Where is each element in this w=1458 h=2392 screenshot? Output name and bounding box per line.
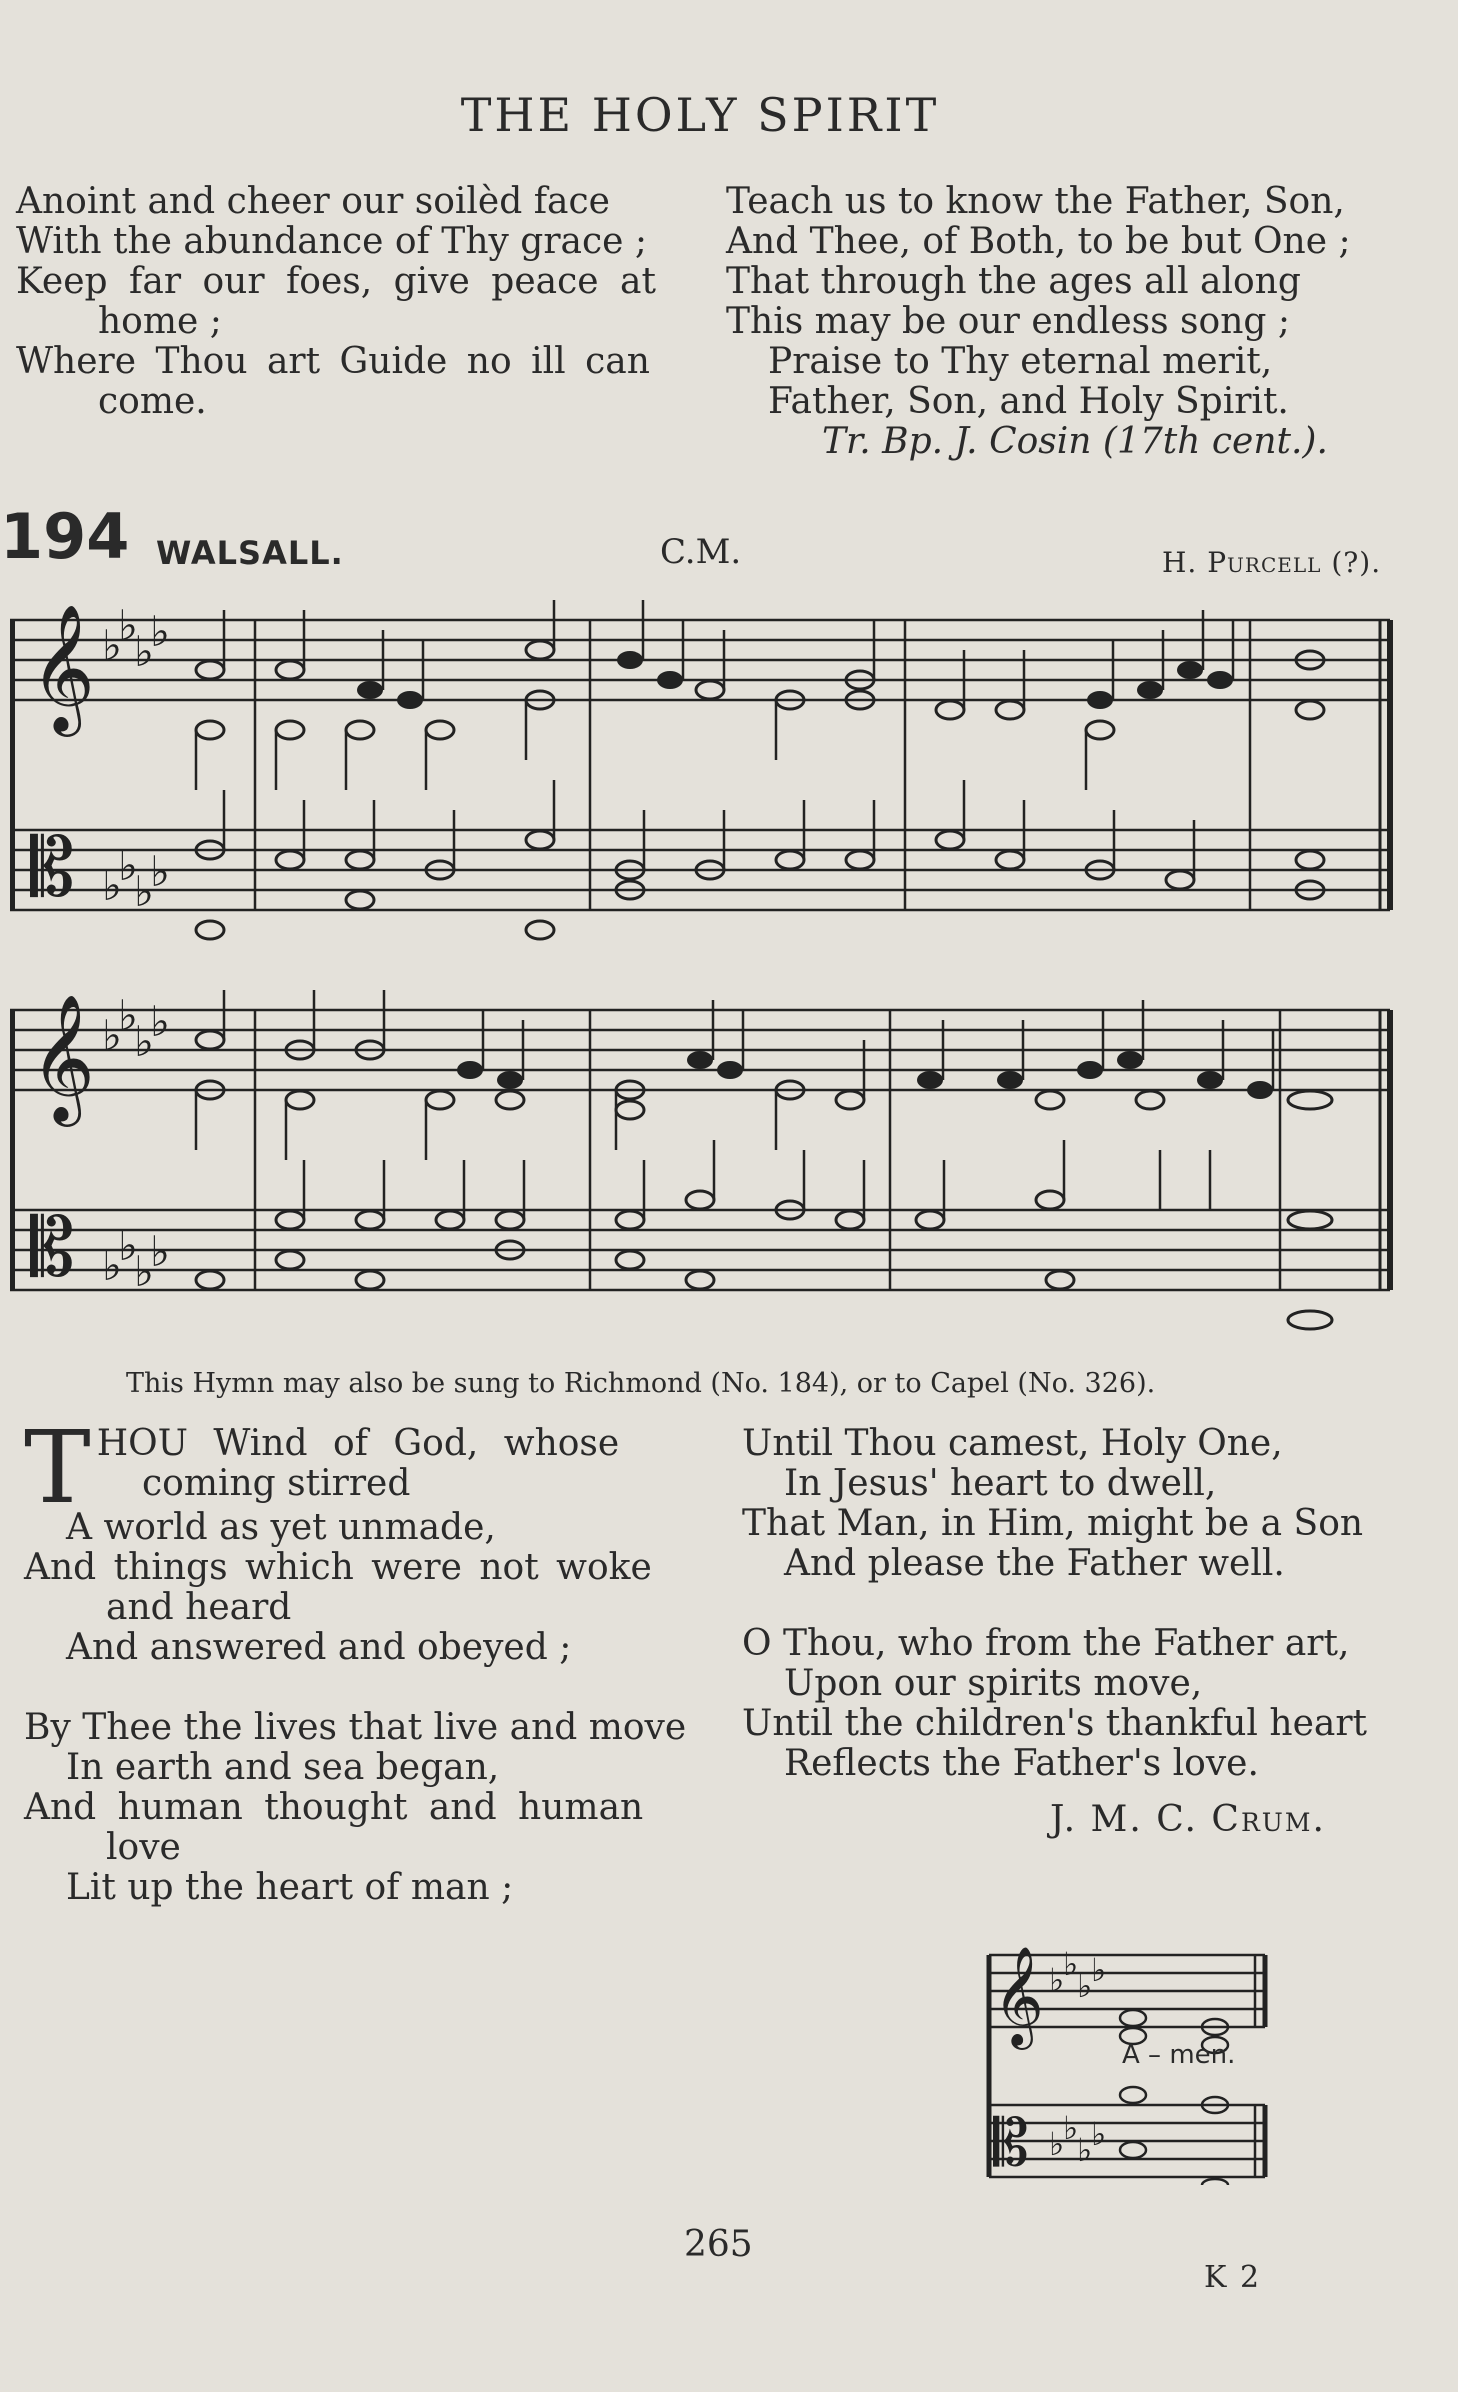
svg-text:♭: ♭ (150, 847, 170, 896)
verse-line: HOU Wind of God, whose (96, 1423, 620, 1464)
verse-line: That through the ages all along (726, 261, 1301, 302)
svg-text:♭: ♭ (134, 627, 154, 676)
verse-line: Reflects the Father's love. (784, 1743, 1259, 1784)
verse-line: Where Thou art Guide no ill can (16, 341, 650, 382)
svg-text:♭: ♭ (1049, 2125, 1065, 2163)
svg-text:♭: ♭ (118, 841, 138, 890)
svg-text:♭: ♭ (134, 1017, 154, 1066)
verse-line: And Thee, of Both, to be but One ; (726, 221, 1351, 262)
prev-hymn-attribution: Tr. Bp. J. Cosin (17th cent.). (822, 421, 1328, 462)
svg-text:♭: ♭ (102, 1241, 122, 1290)
music-system-2 (10, 990, 1410, 1350)
signature-mark: K 2 (1204, 2260, 1262, 2295)
verse-line: home ; (98, 301, 222, 342)
svg-text:♭: ♭ (1091, 2115, 1107, 2153)
svg-text:♭: ♭ (134, 867, 154, 916)
hymn-left-column (24, 1409, 687, 1908)
verse-line: love (106, 1827, 181, 1868)
svg-text:♭: ♭ (1063, 2109, 1079, 2147)
svg-text:♭: ♭ (102, 1011, 122, 1060)
svg-text:♭: ♭ (102, 861, 122, 910)
svg-text:♭: ♭ (1049, 1961, 1065, 1999)
verse-line: Praise to Thy eternal merit, (768, 341, 1273, 382)
verse-line: In earth and sea began, (66, 1747, 500, 1788)
svg-text:♭: ♭ (102, 621, 122, 670)
prev-hymn-left-column (16, 182, 656, 422)
hymn-author: J. M. C. Crum. (1050, 1799, 1326, 1840)
verse-line: This may be our endless song ; (726, 301, 1291, 342)
verse-line: In Jesus' heart to dwell, (784, 1463, 1217, 1504)
svg-text:♭: ♭ (150, 1227, 170, 1276)
verse-line: By Thee the lives that live and move (24, 1707, 687, 1748)
verse-line: coming stirred (142, 1463, 411, 1504)
music-system-1 (10, 600, 1410, 980)
hymn-right-column (742, 1424, 1367, 1784)
drop-cap: T (24, 1409, 91, 1526)
svg-text:♭: ♭ (1077, 1967, 1093, 2005)
svg-text:♭: ♭ (1077, 2131, 1093, 2169)
tune-name: WALSALL. (156, 534, 344, 572)
verse-line: And answered and obeyed ; (66, 1627, 572, 1668)
verse-line: Until the children's thankful heart (742, 1703, 1368, 1744)
verse-line: Anoint and cheer our soilèd face (16, 181, 610, 222)
svg-text:♭: ♭ (1091, 1951, 1107, 1989)
verse-line: With the abundance of Thy grace ; (16, 221, 648, 262)
verse-line: And human thought and human (24, 1787, 644, 1828)
svg-text:𝄞: 𝄞 (30, 993, 96, 1121)
stanza-gap (24, 1668, 684, 1708)
verse-line: O Thou, who from the Father art, (742, 1623, 1350, 1664)
verse-line: Teach us to know the Father, Son, (726, 181, 1345, 222)
verse-line: And things which were not woke (24, 1547, 652, 1588)
verse-line: and heard (106, 1587, 292, 1628)
svg-text:𝄡: 𝄡 (30, 1201, 75, 1294)
stanza-gap (742, 1584, 1367, 1624)
hymn-number: 194 (0, 500, 130, 573)
composer: H. Purcell (?). (1162, 546, 1382, 579)
meter: C.M. (660, 532, 742, 572)
svg-text:♭: ♭ (134, 1247, 154, 1296)
svg-text:♭: ♭ (1063, 1945, 1079, 1983)
verse-line: Lit up the heart of man ; (66, 1867, 514, 1908)
verse-line: Keep far our foes, give peace at (16, 261, 656, 302)
alternate-tunes-note: This Hymn may also be sung to Richmond (No. 184), or to Capel (No. 326). (126, 1368, 1156, 1399)
prev-hymn-right-column (726, 182, 1351, 422)
svg-text:♭: ♭ (118, 601, 138, 650)
svg-text:♭: ♭ (150, 997, 170, 1046)
page-number: 265 (684, 2224, 753, 2265)
svg-text:♭: ♭ (118, 991, 138, 1040)
verse-line: Father, Son, and Holy Spirit. (768, 381, 1289, 422)
svg-text:𝄞: 𝄞 (30, 603, 96, 731)
verse-line: A world as yet unmade, (66, 1507, 496, 1548)
svg-text:𝄡: 𝄡 (30, 821, 75, 914)
verse-line: And please the Father well. (784, 1543, 1285, 1584)
verse-line: come. (98, 381, 207, 422)
svg-text:♭: ♭ (150, 607, 170, 656)
verse-line: Upon our spirits move, (784, 1663, 1203, 1704)
verse-line: That Man, in Him, might be a Son (742, 1503, 1364, 1544)
page-header: THE HOLY SPIRIT (460, 88, 940, 142)
svg-text:♭: ♭ (118, 1221, 138, 1270)
svg-text:𝄞: 𝄞 (993, 1946, 1044, 2046)
svg-text:𝄡: 𝄡 (993, 2107, 1029, 2181)
verse-line: Until Thou camest, Holy One, (742, 1423, 1283, 1464)
amen-lyric: A – men. (1122, 2040, 1236, 2070)
